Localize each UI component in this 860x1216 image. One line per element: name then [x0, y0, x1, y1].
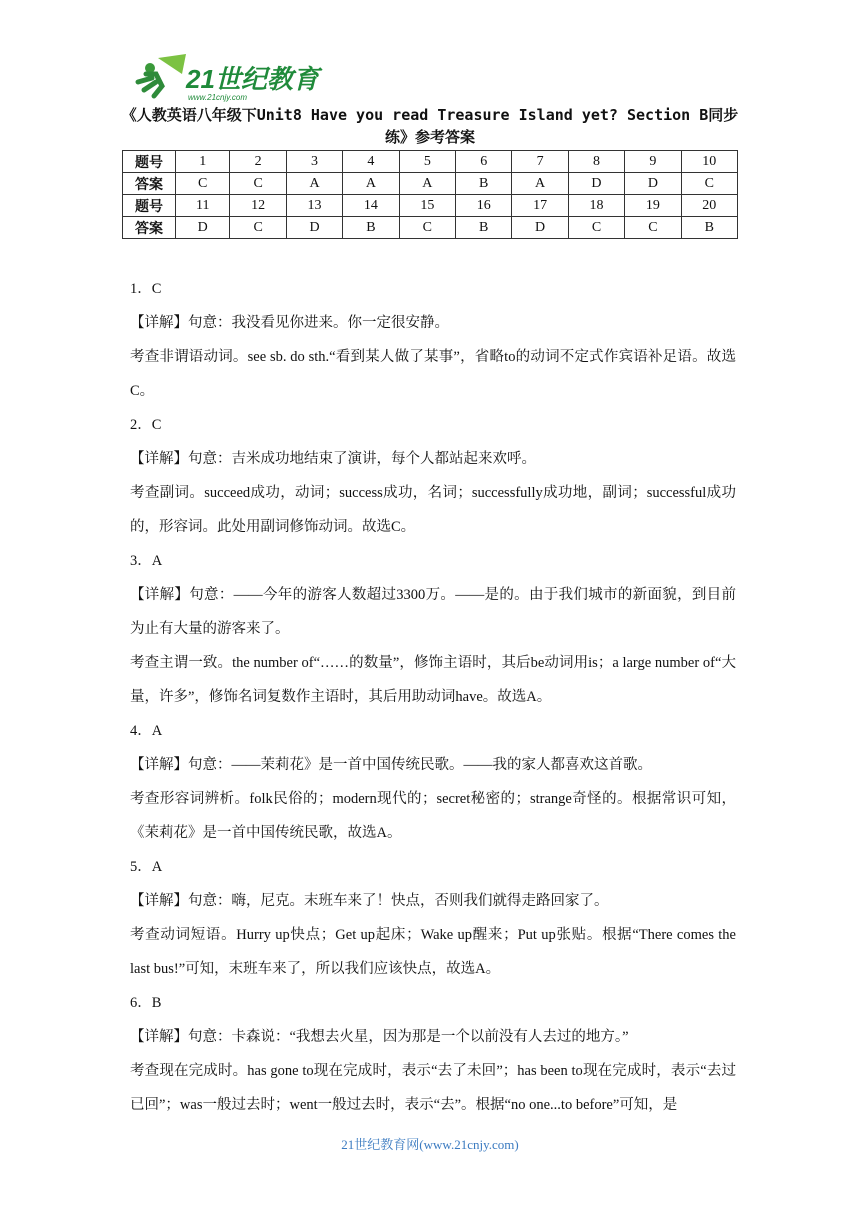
explanation-line: 【详解】句意：——茉莉花》是一首中国传统民歌。——我的家人都喜欢这首歌。	[130, 757, 652, 773]
answer-table	[122, 150, 738, 239]
table-cell: A	[512, 173, 568, 195]
question-number: 5．A	[130, 859, 163, 875]
table-row	[123, 173, 738, 195]
table-cell: C	[568, 217, 624, 239]
row-label: 答案	[123, 173, 176, 195]
table-cell: 11	[176, 195, 230, 217]
explanation-line: 考查现在完成时。has gone to现在完成时，表示“去了未回”；has been to现在完成时，表示“去过已回”；was一般过去时；went一般过去时，表示“去”。根据“no one...to before”可知，是	[130, 1063, 736, 1113]
explanation-line: 考查主谓一致。the number of“……的数量”，修饰主语时，其后be动词用is；a large number of“大量，许多”，修饰名词复数作主语时，其后用助动词have。故选A。	[130, 655, 736, 705]
table-cell: C	[681, 173, 737, 195]
table-cell: D	[286, 217, 342, 239]
table-cell: 20	[681, 195, 737, 217]
table-cell: C	[176, 173, 230, 195]
logo	[128, 52, 328, 104]
table-cell: 2	[230, 151, 286, 173]
table-cell: C	[230, 217, 286, 239]
explanation-line: 考查非谓语动词。see sb. do sth.“看到某人做了某事”，省略to的动词不定式作宾语补足语。故选C。	[130, 349, 736, 399]
table-cell: D	[512, 217, 568, 239]
table-cell: 7	[512, 151, 568, 173]
table-cell: 14	[343, 195, 399, 217]
table-cell: 4	[343, 151, 399, 173]
runner-logo-icon	[128, 52, 328, 104]
table-cell: B	[456, 217, 512, 239]
explanation-line: 【详解】句意：我没看见你进来。你一定很安静。	[130, 315, 449, 331]
row-label: 答案	[123, 217, 176, 239]
explanation-line: 考查动词短语。Hurry up快点；Get up起床；Wake up醒来；Put up张贴。根据“There comes the last bus!”可知，末班车来了，所以我们应该快点，故选A。	[130, 927, 736, 977]
table-cell: 10	[681, 151, 737, 173]
table-cell: 1	[176, 151, 230, 173]
table-cell: C	[230, 173, 286, 195]
table-cell: C	[625, 217, 681, 239]
question-number: 2．C	[130, 417, 162, 433]
page-title: 《人教英语八年级下Unit8 Have you read Treasure Island yet? Section B同步练》参考答案	[121, 106, 739, 146]
table-cell: A	[286, 173, 342, 195]
table-cell: 17	[512, 195, 568, 217]
explanation-line: 考查形容词辨析。folk民俗的；modern现代的；secret秘密的；strange奇怪的。根据常识可知，《茉莉花》是一首中国传统民歌，故选A。	[130, 791, 736, 841]
table-cell: 5	[399, 151, 455, 173]
explanation-line: 【详解】句意：卡森说：“我想去火星，因为那是一个以前没有人去过的地方。”	[130, 1029, 629, 1045]
table-cell: B	[681, 217, 737, 239]
table-cell: 9	[625, 151, 681, 173]
table-cell: 19	[625, 195, 681, 217]
table-cell: B	[343, 217, 399, 239]
svg-text:21世纪教育: 21世纪教育	[186, 64, 319, 94]
table-cell: D	[625, 173, 681, 195]
explanation-line: 【详解】句意：嗨，尼克。末班车来了！快点，否则我们就得走路回家了。	[130, 893, 609, 909]
table-cell: 13	[286, 195, 342, 217]
table-cell: C	[399, 217, 455, 239]
question-number: 6．B	[130, 995, 162, 1011]
table-cell: 3	[286, 151, 342, 173]
question-number: 3．A	[130, 553, 163, 569]
question-number: 1．C	[130, 281, 162, 297]
table-cell: D	[568, 173, 624, 195]
table-row	[123, 195, 738, 217]
table-cell: B	[456, 173, 512, 195]
explanations	[130, 272, 736, 1122]
table-cell: A	[399, 173, 455, 195]
explanation-line: 【详解】句意：吉米成功地结束了演讲，每个人都站起来欢呼。	[130, 451, 536, 467]
table-row	[123, 217, 738, 239]
table-cell: D	[176, 217, 230, 239]
question-number: 4．A	[130, 723, 163, 739]
row-label: 题号	[123, 195, 176, 217]
table-cell: 8	[568, 151, 624, 173]
table-cell: 12	[230, 195, 286, 217]
table-cell: A	[343, 173, 399, 195]
explanation-line: 考查副词。succeed成功，动词；success成功，名词；successfully成功地，副词；successful成功的，形容词。此处用副词修饰动词。故选C。	[130, 485, 736, 535]
table-row	[123, 151, 738, 173]
svg-text:www.21cnjy.com: www.21cnjy.com	[188, 93, 247, 102]
row-label: 题号	[123, 151, 176, 173]
table-cell: 15	[399, 195, 455, 217]
table-cell: 18	[568, 195, 624, 217]
footer: 21世纪教育网(www.21cnjy.com)	[341, 1137, 519, 1152]
explanation-line: 【详解】句意：——今年的游客人数超过3300万。——是的。由于我们城市的新面貌，到目前为止有大量的游客来了。	[130, 587, 736, 637]
table-cell: 16	[456, 195, 512, 217]
table-cell: 6	[456, 151, 512, 173]
